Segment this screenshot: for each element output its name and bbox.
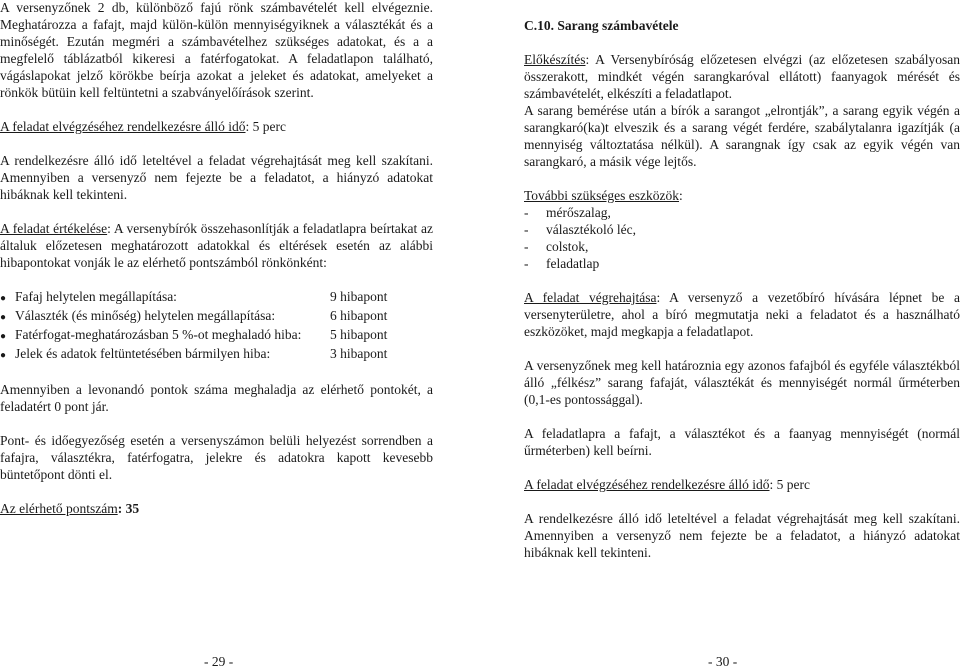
dash-marker: -: [524, 239, 529, 254]
preparation-label: Előkészítés: [524, 52, 586, 67]
evaluation-paragraph: [0, 220, 433, 271]
bullet-icon: ●: [0, 331, 7, 342]
left-page-column: [0, 0, 433, 517]
right-page-column: [524, 0, 960, 561]
tie-break-paragraph: Pont- és időegyezőség esetén a versenyszámon belüli helyezést sorrendben a fafajra, választékra, fatérfogatra, jelekre és adatokra kapott kevesebb büntetőpont dönti el.: [0, 433, 433, 482]
list-item: [0, 307, 433, 326]
intro-paragraph: A versenyzőnek 2 db, különböző fajú rönk számbavételét kell elvégeznie. Meghatározza a fafajt, majd külön-külön mennyiségyiknek a választékát és a minőségét. Ezután megméri a számbavételhez szükséges adatokat, és a a megfelelő táblázatból kikeresi a fatérfogatokat. A feladatlapon található, vágáslapokat jelző körökbe beírja azokat a jeleket és adatokat, amelyeket a rönkök bütüin kell feltüntetni a szabványelőírások szerint.: [0, 0, 433, 100]
tools-colon: :: [679, 188, 683, 203]
dash-marker: -: [524, 256, 529, 271]
list-item: [0, 288, 433, 307]
list-item: [524, 238, 960, 255]
time-limit-label: A feladat elvégzéséhez rendelkezésre álló idő: [0, 119, 246, 134]
evaluation-text: : A versenybírók összehasonlítják a feladatlapra beírtakat az általuk előzetesen meghatározott adatokkal és eltérések esetén az alábbi hibapontokat vonják le az elérhető pontszámból rönkönként:: [0, 221, 433, 270]
section-heading: C.10. Sarang számbavétele: [524, 18, 679, 33]
max-points-value: : 35: [117, 501, 140, 516]
time-limit-value: : 5 perc: [245, 119, 286, 134]
error-text: Fafaj helytelen megállapítása:: [15, 289, 177, 304]
dash-marker: -: [524, 205, 529, 220]
time-limit-value: : 5 perc: [769, 477, 810, 492]
execution-text: : A versenyző a vezetőbíró hívására lépnet be a versenyterületre, ahol a bíró megmutatja neki a feladatot és a használható eszközöket, majd megkapja a feladatlapot.: [524, 290, 960, 339]
bullet-icon: ●: [0, 312, 7, 323]
evaluation-label: A feladat értékelése: [0, 221, 108, 236]
bullet-icon: ●: [0, 350, 7, 361]
tool-text: feladatlap: [546, 256, 600, 271]
time-limit-text: A rendelkezésre álló idő leteltével a feladat végrehajtását meg kell szakítani. Amennyiben a versenyző nem fejezte be a feladatot, a hiányzó adatokat hibáknak kell tekinteni.: [0, 153, 433, 202]
max-points-line: [0, 500, 433, 517]
time-limit-line: [0, 118, 433, 135]
tool-text: colstok,: [546, 239, 589, 254]
error-points: 3 hibapont: [330, 346, 388, 361]
time-limit-line: [524, 476, 960, 493]
error-points: 6 hibapont: [330, 308, 388, 323]
time-limit-text: A rendelkezésre álló idő leteltével a feladat végrehajtását meg kell szakítani. Amennyiben a versenyző nem fejezte be a feladatot, a hiányzó adatokat hibáknak kell tekinteni.: [524, 511, 960, 560]
preparation-paragraph-2: A sarang bemérése után a bírók a sarangot „elrontják”, a sarang egyik végén a sarangkaró(ka)t elveszik és a sarang végét ferdére, szabálytalanra igazítják (a mennyiség változtatása nélkül). A sarangnak így csak az egyik végén van sarangkaró, a másik vége lejtős.: [524, 103, 960, 169]
list-item: [524, 255, 960, 272]
tools-label: További szükséges eszközök: [524, 188, 680, 203]
error-points-list: [0, 288, 433, 364]
tool-text: mérőszalag,: [546, 205, 611, 220]
error-text: Jelek és adatok feltüntetésében bármilyen hiba:: [15, 346, 271, 361]
tools-heading: [524, 187, 960, 204]
execution-label: A feladat végrehajtása: [524, 290, 657, 305]
time-limit-label: A feladat elvégzéséhez rendelkezésre álló idő: [524, 477, 770, 492]
task-paragraph-1: A versenyzőnek meg kell határoznia egy azonos fafajból és egyféle választékból álló „félkész” sarang fafaját, választékát és mennyiségét normál űrméterben (0,1-es pontossággal).: [524, 358, 960, 407]
deduction-paragraph: Amennyiben a levonandó pontok száma meghaladja az elérhető pontokét, a feladatért 0 pont jár.: [0, 382, 433, 414]
error-text: Választék (és minőség) helytelen megállapítása:: [15, 308, 276, 323]
task-paragraph-2: A feladatlapra a fafajt, a választékot és a faanyag mennyiségét (normál űrméterben) kell beírni.: [524, 426, 960, 458]
list-item: [524, 204, 960, 221]
tools-list: [524, 204, 960, 272]
error-points: 9 hibapont: [330, 289, 388, 304]
list-item: [524, 221, 960, 238]
execution-paragraph: [524, 289, 960, 340]
tool-text: választékoló léc,: [546, 222, 636, 237]
error-points: 5 hibapont: [330, 327, 388, 342]
dash-marker: -: [524, 222, 529, 237]
preparation-text: : A Versenybíróság előzetesen elvégzi (az előzetesen szabályosan összerakott, mindkét végén sarangkaróval ellátott) faanyagok mérését és számbavételét, elkészíti a feladatlapot.: [524, 52, 960, 101]
page-number-left: - 29 -: [204, 654, 234, 669]
list-item: [0, 345, 433, 364]
page-number-right: - 30 -: [708, 654, 738, 669]
preparation-paragraph: [524, 51, 960, 102]
list-item: [0, 326, 433, 345]
max-points-label: Az elérhető pontszám: [0, 501, 118, 516]
bullet-icon: ●: [0, 293, 7, 304]
error-text: Fatérfogat-meghatározásban 5 %-ot meghaladó hiba:: [15, 327, 302, 342]
